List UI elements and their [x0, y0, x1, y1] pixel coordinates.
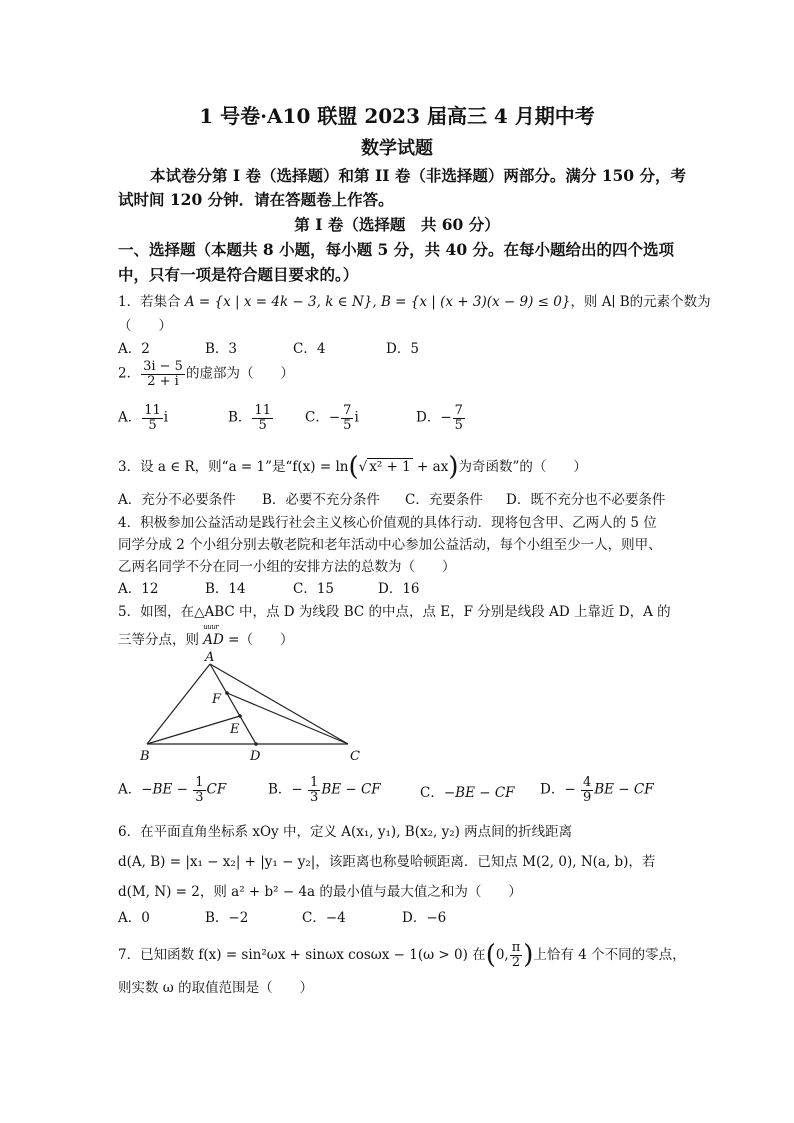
- q5-b-label: B．: [268, 781, 292, 798]
- q2-option-c: [305, 404, 359, 432]
- q7-interval-frac: [510, 941, 523, 969]
- q5-option-a: [118, 776, 226, 804]
- q2-c-suffix: i: [354, 409, 359, 426]
- subject-title: 数学试题: [361, 138, 433, 159]
- q7-suffix: 上恰有 4 个不同的零点，: [533, 947, 686, 963]
- q1-option-d: D．5: [386, 341, 419, 357]
- q3-inner: + ax: [412, 459, 449, 475]
- q2-b-frac: [252, 404, 273, 432]
- q5-a-tail: CF: [206, 781, 227, 798]
- q4-option-d: D．16: [378, 581, 420, 597]
- part1-instruction-1: 一、选择题（本题共 8 小题，每小题 5 分，共 40 分。在每小题给出的四个选项: [118, 240, 675, 259]
- intro-line-1: 本试卷分第 I 卷（选择题）和第 II 卷（非选择题）两部分。满分 150 分，考: [150, 166, 686, 185]
- q4-option-a: A．12: [118, 581, 159, 597]
- q2-d-num: 7: [454, 403, 463, 418]
- q7-line-2: 则实数 ω 的取值范围是（ ）: [118, 980, 314, 996]
- q1-option-b: B．3: [205, 341, 238, 357]
- q2-b-num: 11: [254, 403, 271, 418]
- q3-option-b: B．必要不充分条件: [262, 492, 380, 508]
- q2-d-den: 5: [454, 417, 463, 433]
- q2-c-num: 7: [343, 403, 352, 418]
- triangle-figure: [130, 648, 370, 768]
- q4-line-1: 4．积极参加公益活动是践行社会主义核心价值观的具体行动．现将包含甲、乙两人的 5 位: [118, 515, 657, 531]
- q2-a-num: 11: [144, 403, 161, 418]
- q5-option-c: [420, 781, 515, 801]
- q1-paren: （ ）: [118, 318, 172, 334]
- q5-a-num: 1: [195, 775, 204, 790]
- point-f: [225, 691, 229, 695]
- q7-interval-num: π: [511, 940, 521, 956]
- q6-option-a: A．0: [118, 910, 150, 926]
- q3-prefix: 3．设 a ∈ R，则“a = 1”是“f(x) = ln: [118, 459, 349, 475]
- label-e: E: [230, 722, 240, 737]
- point-e: [238, 714, 242, 718]
- q2-c-sign: −: [328, 409, 341, 426]
- q2-a-label: A．: [118, 409, 142, 426]
- q4-option-c: C．15: [293, 581, 335, 597]
- q2-a-den: 5: [148, 417, 157, 433]
- q1-sets: A = {x | x = 4k − 3, k ∈ N}, B = {x | (x + 3)(x − 9) ≤ 0}: [184, 294, 571, 310]
- label-f: F: [212, 692, 222, 707]
- q5-d-label: D．: [540, 781, 565, 798]
- q6-option-b: B．−2: [205, 910, 249, 926]
- q2-d-label: D．: [416, 409, 441, 426]
- q7-interval-left: 0,: [495, 947, 509, 963]
- section-title: 第 I 卷（选择题 共 60 分）: [294, 215, 500, 234]
- q5-line2-suffix: =（ ）: [223, 632, 294, 648]
- q2-c-den: 5: [343, 417, 352, 433]
- q2-number: 2．: [118, 365, 141, 382]
- segment-cf: [227, 693, 348, 744]
- q5-d-tail: BE − CF: [594, 781, 654, 798]
- q1-option-c: C．4: [293, 341, 326, 357]
- q5-line-2: [118, 628, 293, 648]
- exam-title: 1 号卷·A10 联盟 2023 届高三 4 月期中考: [199, 104, 595, 128]
- q5-b-text: −: [291, 781, 308, 798]
- q3-suffix: 为奇函数”的（ ）: [458, 459, 587, 475]
- label-a: A: [205, 650, 215, 665]
- q2-c-frac: [341, 404, 353, 432]
- segment-ab: [147, 664, 210, 744]
- q7-line-1: 7．已知函数 f(x) = sin²ωx + sinωx cosωx − 1(ω > 0) 在(0, $\frac{\pi}{2}$ )上恰有 4 个不同的零点，: [118, 940, 686, 970]
- label-c: C: [350, 749, 360, 764]
- q4-line-3: 乙两名同学不分在同一小组的安排方法的总数为（ ）: [118, 559, 456, 575]
- question-1: [118, 290, 711, 310]
- q2-a-suffix: i: [163, 409, 169, 426]
- point-d: [254, 742, 258, 746]
- q5-a-frac: [193, 776, 205, 804]
- q4-option-b: B．14: [205, 581, 246, 597]
- label-d: D: [250, 749, 261, 764]
- q2-c-label: C．: [305, 409, 329, 426]
- q3-radicand: x² + 1: [369, 459, 411, 475]
- q1-suffix: ，则 A∣ B的元素个数为: [570, 294, 711, 310]
- q5-c-label: C．: [420, 785, 444, 801]
- q2-a-frac: [142, 404, 163, 432]
- q5-a-label: A．: [118, 781, 142, 798]
- q6-line-2: d(A, B) = |x₁ − x₂| + |y₁ − y₂|，该距离也称曼哈顿距离．已知点 M(2, 0), N(a, b)，若: [118, 854, 656, 870]
- part1-instruction-2: 中，只有一项是符合题目要求的。）: [118, 265, 359, 284]
- q5-d-den: 9: [582, 789, 592, 805]
- q5-b-den: 3: [310, 789, 319, 805]
- q5-line-1: 5．如图，在△ABC 中，点 D 为线段 BC 的中点，点 E，F 分别是线段 AD 上靠近 D，A 的: [118, 604, 671, 620]
- q5-a-den: 3: [195, 789, 204, 805]
- q4-line-2: 同学分成 2 个小组分别去敬老院和老年活动中心参加公益活动，每个小组至少一人，则甲、: [118, 537, 662, 553]
- q7-prefix: 7．已知函数 f(x) = sin²ωx + sinωx cosωx − 1(ω > 0) 在: [118, 947, 486, 963]
- intro-line-2: 试时间 120 分钟．请在答题卷上作答。: [118, 190, 394, 209]
- q5-b-frac: [308, 776, 320, 804]
- q6-line-3: d(M, N) = 2，则 a² + b² − 4a 的最小值与最大值之和为（ ）: [118, 884, 522, 900]
- q5-vector-ad: uuur AD: [203, 632, 224, 648]
- q2-denominator: 2 + i: [147, 373, 179, 389]
- q5-b-num: 1: [310, 775, 319, 790]
- q2-option-b: [228, 404, 274, 432]
- segment-be: [147, 716, 240, 744]
- q1-prefix: 1．若集合: [118, 294, 185, 310]
- q2-option-d: [416, 404, 466, 432]
- q5-option-d: [540, 776, 654, 804]
- q5-d-text: −: [564, 781, 580, 798]
- q2-d-frac: [453, 404, 465, 432]
- q5-d-frac: [581, 776, 593, 804]
- q6-option-d: D．−6: [402, 910, 447, 926]
- q3-option-a: A．充分不必要条件: [118, 492, 236, 508]
- q2-d-sign: −: [440, 409, 452, 426]
- q2-text: 的虚部为（ ）: [185, 365, 294, 382]
- q2-b-label: B．: [228, 409, 252, 426]
- q2-numerator: 3i − 5: [143, 359, 183, 374]
- q2-b-den: 5: [258, 417, 267, 433]
- question-2: [118, 360, 294, 388]
- q5-d-num: 4: [582, 775, 592, 790]
- question-3: 3．设 a ∈ R，则“a = 1”是“f(x) = ln(√ x² + 1 + ax)为奇函数”的（ ）: [118, 452, 587, 482]
- label-b: B: [140, 749, 150, 764]
- q6-line-1: 6．在平面直角坐标系 xOy 中，定义 A(x₁, y₁), B(x₂, y₂) 两点间的折线距离: [118, 824, 573, 840]
- q3-option-d: D．既不充分也不必要条件: [506, 492, 666, 508]
- q1-option-a: A．2: [118, 341, 150, 357]
- q5-line2-prefix: 三等分点，则: [118, 632, 204, 648]
- q2-fraction: [141, 360, 185, 388]
- q7-interval-den: 2: [511, 955, 521, 970]
- q5-a-text: −BE −: [141, 781, 193, 798]
- q5-c-text: −BE − CF: [443, 785, 515, 801]
- q5-option-b: [268, 776, 381, 804]
- q3-option-c: C．充要条件: [405, 492, 483, 508]
- q6-option-c: C．−4: [302, 910, 346, 926]
- q5-b-tail: BE − CF: [321, 781, 381, 798]
- q2-option-a: [118, 404, 168, 432]
